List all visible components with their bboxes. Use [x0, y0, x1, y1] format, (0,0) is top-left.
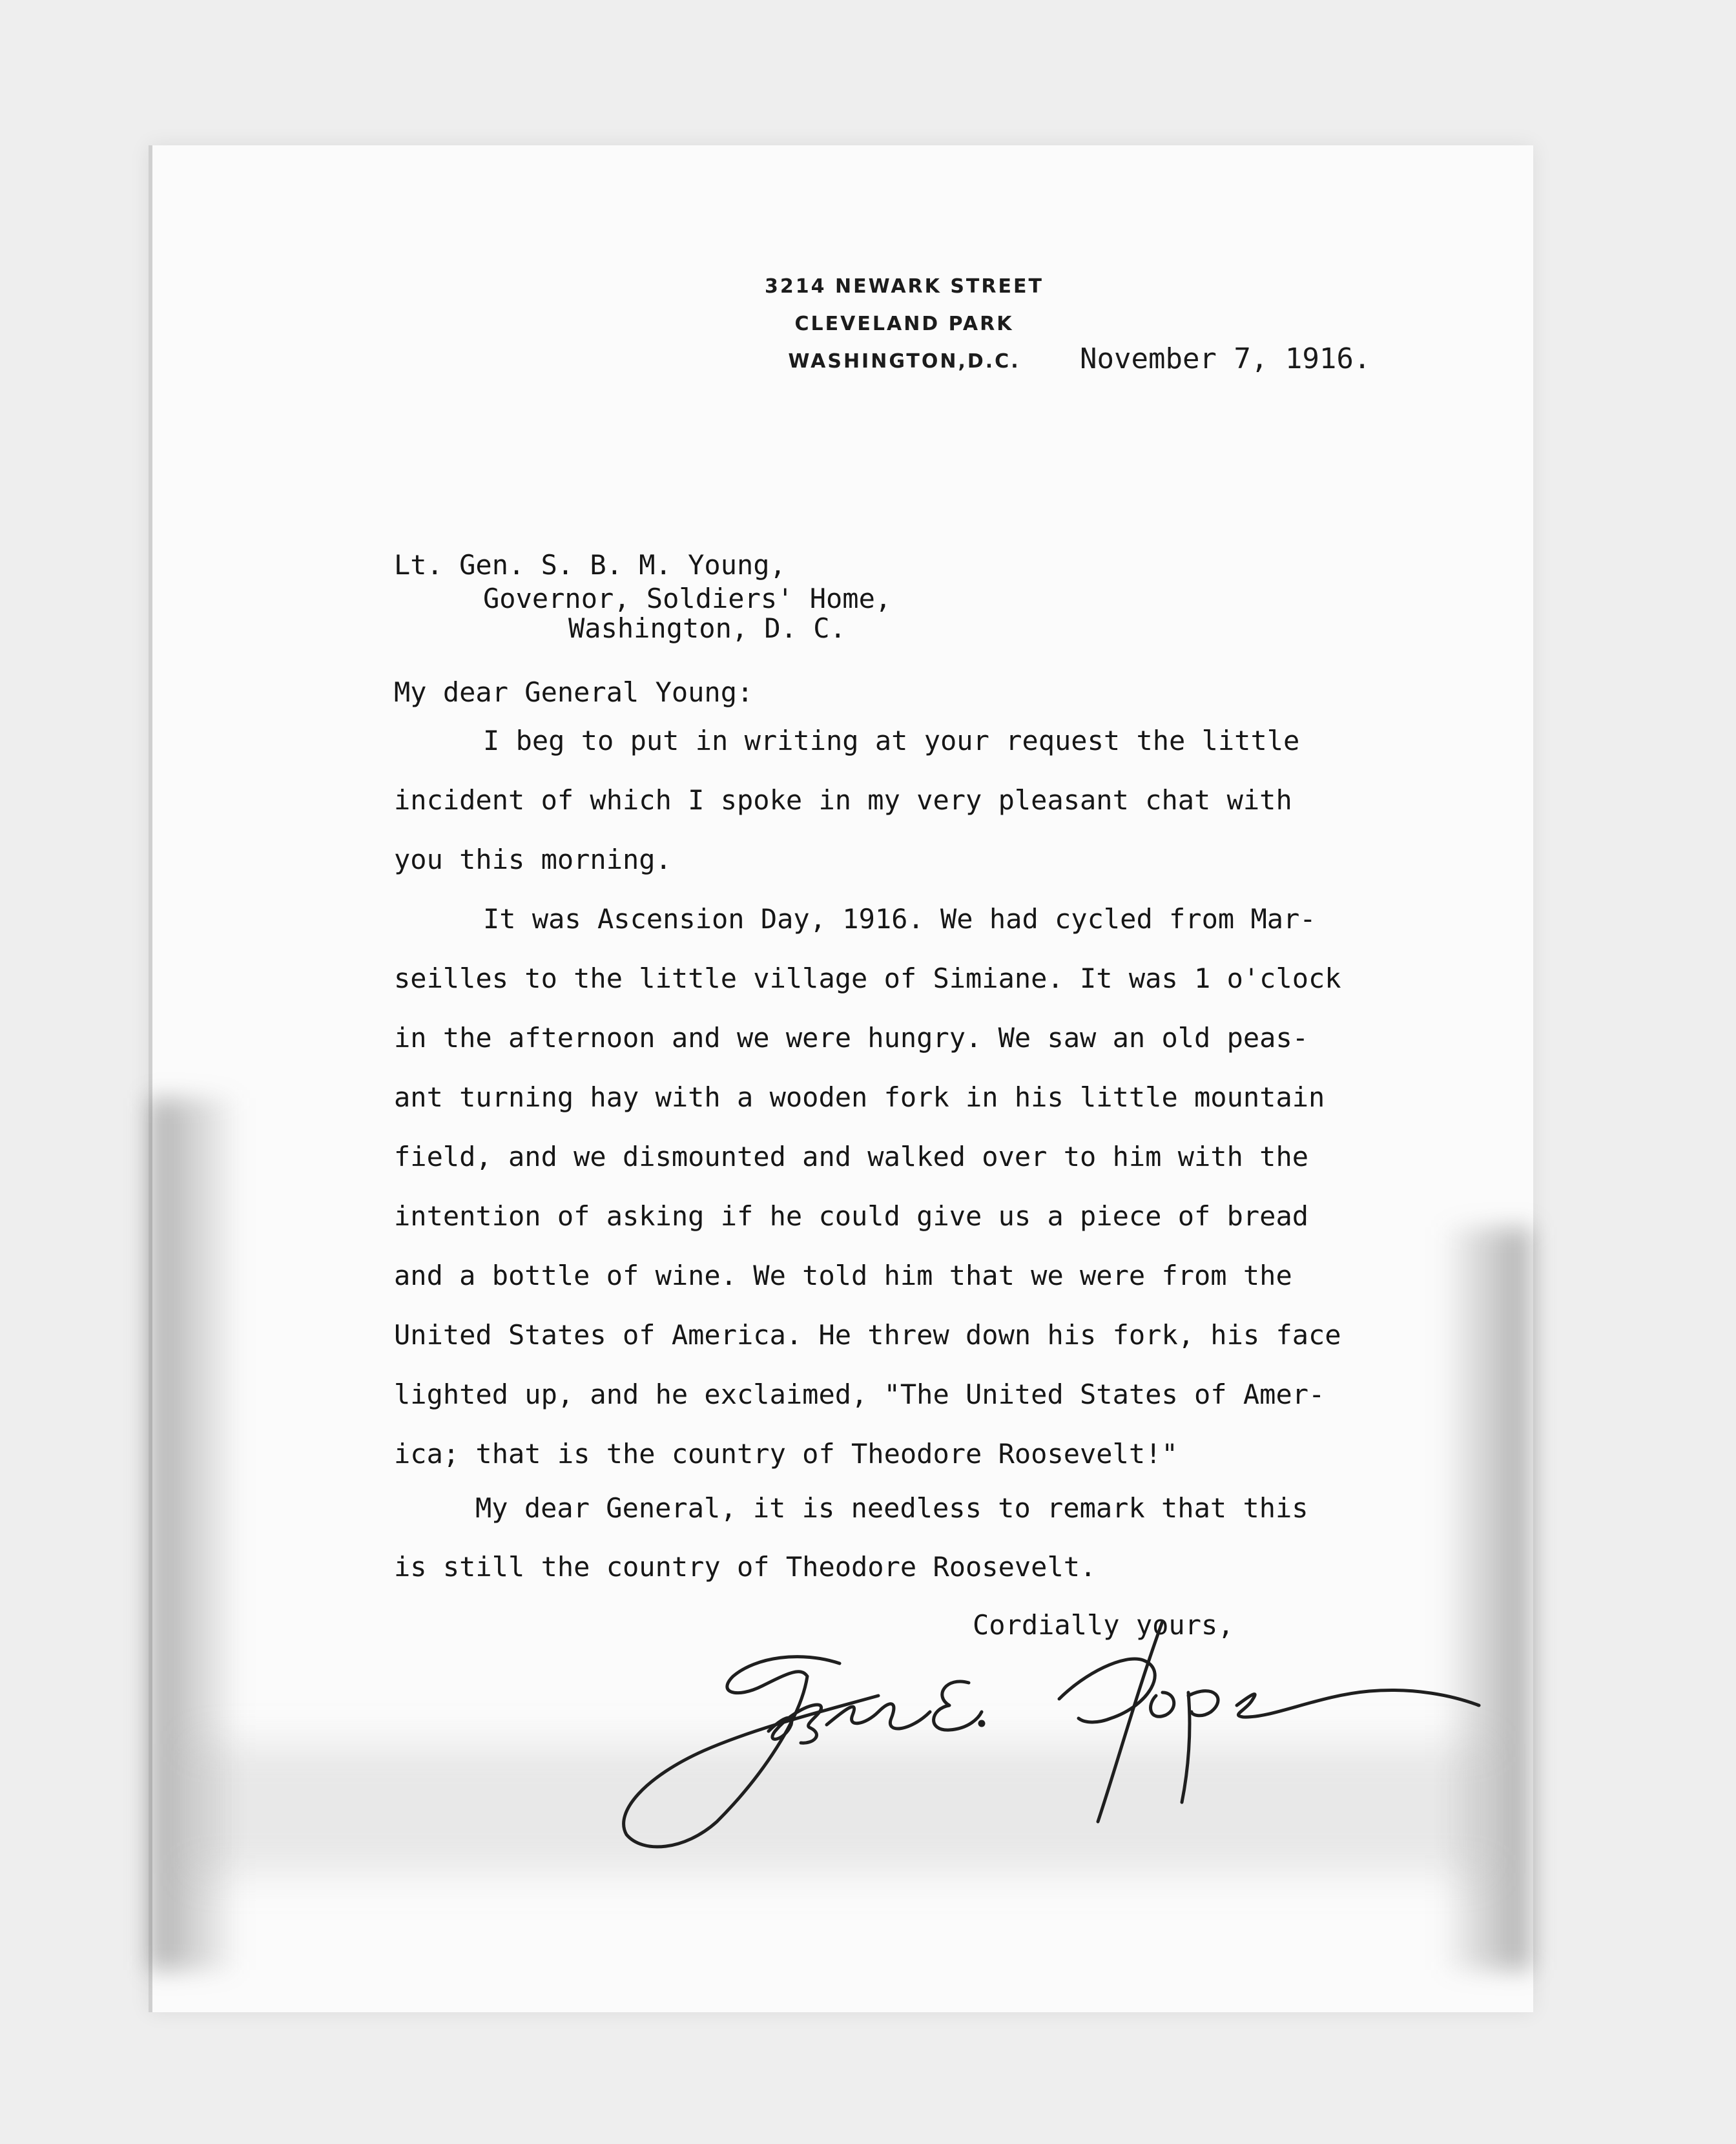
body-line: I beg to put in writing at your request the little [483, 725, 1300, 756]
body-line: It was Ascension Day, 1916. We had cycled from Mar- [483, 903, 1316, 935]
body-line: you this morning. [394, 844, 672, 875]
body-line: United States of America. He threw down his fork, his face [394, 1319, 1341, 1351]
recipient-city: Washington, D. C. [568, 612, 846, 644]
body-line: ant turning hay with a wooden fork in his little mountain [394, 1081, 1325, 1113]
body-line: My dear General, it is needless to remark that this [475, 1492, 1308, 1524]
body-line: ica; that is the country of Theodore Roosevelt!" [394, 1438, 1178, 1470]
recipient-title: Governor, Soldiers' Home, [483, 583, 892, 614]
body-line: seilles to the little village of Simiane. It was 1 o'clock [394, 963, 1341, 994]
body-line: field, and we dismounted and walked over to him with the [394, 1141, 1309, 1172]
body-line: and a bottle of wine. We told him that we were from the [394, 1260, 1292, 1291]
body-line: incident of which I spoke in my very pleasant chat with [394, 784, 1292, 816]
body-line: lighted up, and he exclaimed, "The United States of Amer- [394, 1379, 1325, 1410]
body-line: in the afternoon and we were hungry. We saw an old peas- [394, 1022, 1309, 1054]
recipient-name: Lt. Gen. S. B. M. Young, [394, 549, 786, 581]
letterhead-neighborhood: CLEVELAND PARK [794, 313, 1014, 335]
closing: Cordially yours, [973, 1609, 1234, 1641]
salutation: My dear General Young: [394, 676, 754, 708]
handwritten-signature [607, 1615, 1492, 1860]
letter-date: November 7, 1916. [1080, 342, 1371, 375]
letterhead-city: WASHINGTON,D.C. [788, 350, 1020, 373]
letterhead [710, 268, 1098, 380]
body-line: is still the country of Theodore Roosevelt. [394, 1551, 1097, 1583]
letterhead-street: 3214 NEWARK STREET [765, 275, 1044, 298]
body-line: intention of asking if he could give us a piece of bread [394, 1200, 1309, 1232]
